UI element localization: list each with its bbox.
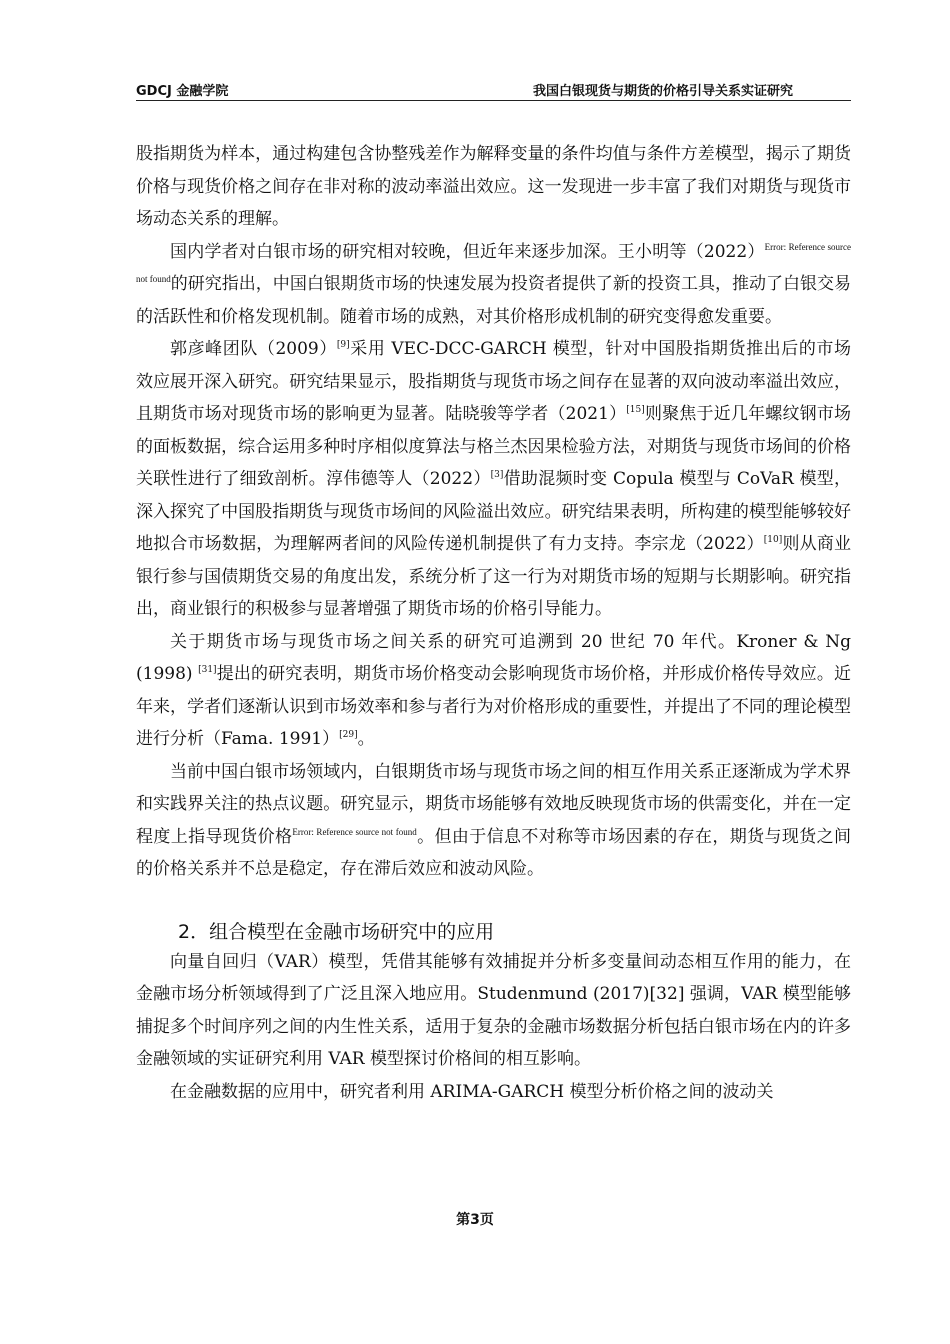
paragraph-text: 则从商业银行参与国债期货交易的角度出发，系统分析了这一行为对期货市场的短期与长期影响。研究指出，商业银行的积极参与显著增强了期货市场的价格引导能力。	[136, 534, 852, 619]
paragraph-2	[136, 236, 851, 334]
page-number: 第3页	[456, 1212, 494, 1228]
paragraph-7	[136, 1076, 851, 1109]
citation-ref: [3]	[490, 470, 504, 480]
paragraph-text: 国内学者对白银市场的研究相对较晚，但近年来逐步加深。王小明等（2022）	[170, 241, 765, 262]
citation-ref: [10]	[763, 535, 783, 545]
paragraph-text: 提出的研究表明，期货市场价格变动会影响现货市场价格，并形成价格传导效应。近年来，学者们逐渐认识到市场效率和参与者行为对价格形成的重要性，并提出了不同的理论模型进行分析（Fama. 1991）	[136, 664, 852, 749]
paragraph-text: 。	[357, 729, 375, 749]
paragraph-text: 当前中国白银市场领域内，白银期货市场与现货市场之间的相互作用关系正逐渐成为学术界和实践界关注的热点议题。研究显示，期货市场能够有效地反映现货市场的供需变化，并在一定程度上指导现货价格	[136, 761, 851, 847]
paragraph-text: 的研究指出，中国白银期货市场的快速发展为投资者提供了新的投资工具，推动了白银交易的活跃性和价格发现机制。随着市场的成熟，对其价格形成机制的研究变得愈发重要。	[136, 274, 852, 327]
paragraph-text: 则聚焦于近几年螺纹钢市场的面板数据，综合运用多种时序相似度算法与格兰杰因果检验方法，对期货与现货市场间的价格关联性进行了细致剖析。淳伟德等人（2022）	[136, 404, 852, 489]
paragraph-3	[136, 333, 851, 626]
paragraph-text: 股指期货为样本，通过构建包含协整残差作为解释变量的条件均值与条件方差模型，揭示了期货价格与现货价格之间存在非对称的波动率溢出效应。这一发现进一步丰富了我们对期货与现货市场动态关系的理解。	[136, 144, 851, 229]
paragraph-text: 采用 VEC-DCC-GARCH 模型，针对中国股指期货推出后的市场效应展开深入研究。研究结果显示，股指期货与现货市场之间存在显著的双向波动率溢出效应，且期货市场对现货市场的影响更为显著。陆晓骏等学者（2021）	[136, 339, 852, 424]
paragraph-6	[136, 946, 851, 1076]
citation-ref: [15]	[626, 405, 645, 415]
paragraph-4	[136, 626, 851, 756]
header-title: 我国白银现货与期货的价格引导关系实证研究	[532, 84, 793, 99]
header-institution: GDCJ 金融学院	[136, 84, 229, 99]
reference-error: Error: Reference source not found	[136, 241, 852, 284]
citation-ref: [9]	[336, 340, 350, 350]
paragraph-5	[136, 756, 851, 886]
paragraph-text: 关于期货市场与现货市场之间关系的研究可追溯到 20 世纪 70 年代。Kroner & Ng (1998)	[136, 631, 851, 684]
citation-ref: [31]	[198, 665, 217, 675]
reference-error: Error: Reference source not found	[292, 826, 417, 837]
paragraph-text: 在金融数据的应用中，研究者利用 ARIMA-GARCH 模型分析价格之间的波动关	[170, 1081, 774, 1102]
citation-ref: [29]	[339, 730, 358, 740]
paragraph-text: 借助混频时变 Copula 模型与 CoVaR 模型，深入探究了中国股指期货与现货市场间的风险溢出效应。研究结果表明，所构建的模型能够较好地拟合市场数据，为理解两者间的风险传递机制提供了有力支持。李宗龙（2022）	[136, 469, 852, 554]
running-header	[136, 78, 851, 101]
paragraph-text: 向量自回归（VAR）模型，凭借其能够有效捕捉并分析多变量间动态相互作用的能力，在金融市场分析领域得到了广泛且深入地应用。Studenmund (2017)[32] 强调，VAR 模型能够捕捉多个时间序列之间的内生性关系，适用于复杂的金融市场数据分析包括白银市场在内的许多金融领域的实证研究利用 VAR 模型探讨价格间的相互影响。	[136, 951, 851, 1069]
paragraph-text: 。但由于信息不对称等市场因素的存在，期货与现货之间的价格关系并不总是稳定，存在滞后效应和波动风险。	[136, 826, 852, 879]
section-heading: 2．组合模型在金融市场研究中的应用	[178, 920, 495, 943]
document-body	[136, 138, 851, 1108]
paragraph-text: 郭彦峰团队（2009）	[170, 339, 337, 359]
paragraph-1	[136, 138, 851, 236]
